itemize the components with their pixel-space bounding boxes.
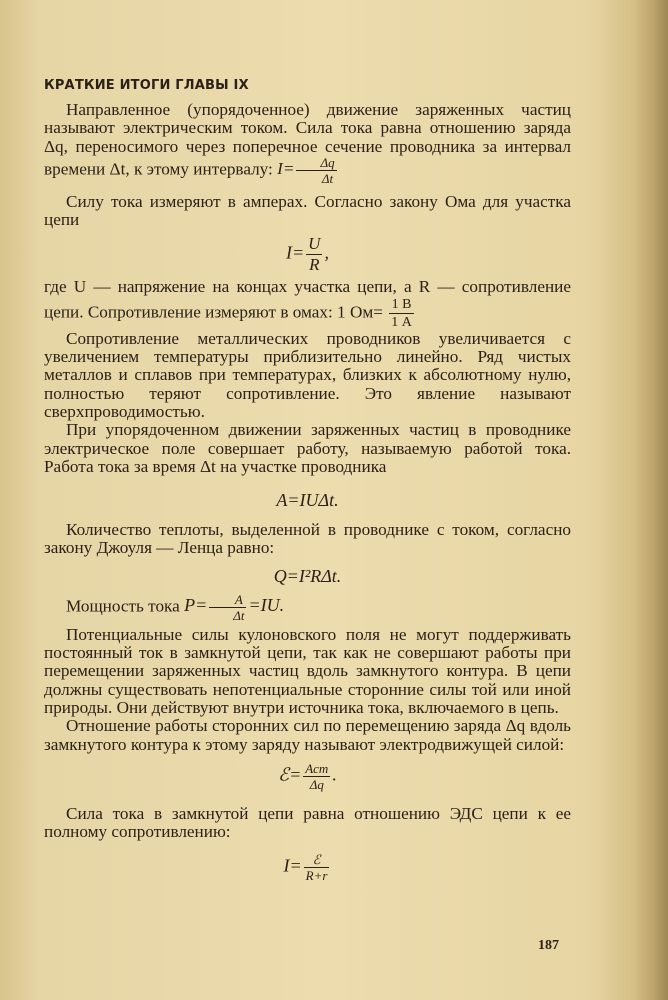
emf-formula bbox=[44, 762, 571, 791]
formula8-denominator: R+r bbox=[305, 868, 328, 884]
formula6-tail: =IU. bbox=[248, 595, 285, 616]
paragraph-external-forces: Потенциальные силы кулоновского поля не могут поддерживать постоянный ток в замкнутой цепи, так как не совершают работы при перемещении заряженных частиц вдоль замкнутого контура. В цепи должны существовать непотенциальные сторонние силы той или иной природы. Они действуют внутри источника тока, включаемого в цепь. bbox=[44, 624, 571, 717]
formula2-denominator: R bbox=[309, 255, 320, 275]
paragraph-resistance-units bbox=[44, 278, 571, 329]
ohm-law-formula bbox=[44, 235, 571, 274]
paragraph-emf-definition: Отношение работы сторонних сил по перемещению заряда Δq вдоль замкнутого контура к этому заряду называют электродвижущей силой: bbox=[44, 716, 571, 754]
para7-prefix: Мощность тока bbox=[66, 596, 185, 616]
formula7-tail: . bbox=[332, 764, 337, 785]
formula8-fraction bbox=[304, 853, 330, 882]
ohm-unit-fraction bbox=[389, 297, 414, 330]
formula6-denominator: Δt bbox=[233, 607, 245, 623]
current-formula-inline bbox=[277, 154, 338, 186]
formula2-lhs: I= bbox=[286, 243, 305, 264]
paragraph-ohm-law: Силу тока измеряют в амперах. Согласно закону Ома для участка цепи bbox=[44, 191, 571, 230]
page-number: 187 bbox=[538, 938, 559, 953]
formula3-denominator: 1 А bbox=[391, 314, 412, 330]
joule-lenz-formula: Q=I²RΔt. bbox=[273, 565, 342, 586]
closed-circuit-formula bbox=[44, 853, 571, 882]
formula7-denominator: Δq bbox=[309, 776, 324, 792]
formula1-numerator: Δq bbox=[296, 156, 336, 171]
power-formula bbox=[184, 591, 285, 623]
formula6-lhs: P= bbox=[184, 595, 208, 616]
paragraph-work-of-current: При упорядоченном движении заряженных частиц в проводнике электрическое поле совершает работу, называемую работой тока. Работа тока за время Δt на участке проводника bbox=[44, 420, 571, 476]
formula2-numerator: U bbox=[308, 234, 321, 254]
formula7-fraction bbox=[303, 762, 330, 791]
para3-text: где U — напряжение на концах участка цепи, а R — сопротивление цепи. Сопротивление измеряют в омах: 1 Ом= bbox=[44, 277, 571, 322]
formula1-lhs: I= bbox=[277, 159, 295, 179]
formula1-denominator: Δt bbox=[321, 170, 334, 186]
chapter-summary-heading: КРАТКИЕ ИТОГИ ГЛАВЫ IX bbox=[44, 78, 249, 93]
paragraph-current-definition bbox=[44, 101, 571, 185]
formula1-fraction bbox=[296, 156, 336, 185]
work-formula: A=IUΔt. bbox=[276, 490, 339, 511]
formula7-numerator: Aст bbox=[305, 760, 329, 776]
para1-text: Направленное (упорядоченное) движение заряженных частиц называют электрическим током. Сила тока равна отношению заряда Δq, переносимого через поперечное сечение проводника за интервал времени Δt, к этому интервалу: bbox=[44, 100, 571, 179]
formula3-numerator: 1 В bbox=[389, 297, 414, 314]
page-edge-shadow bbox=[634, 0, 668, 1000]
paragraph-superconductivity: Сопротивление металлических проводников увеличивается с увеличением температуры приблизительно линейно. Ряд чистых металлов и сплавов при температурах, близких к абсолютному нулю, полностью теряют сопротивление. Это явление называют сверхпроводимостью. bbox=[44, 328, 571, 421]
formula8-lhs: I= bbox=[283, 856, 302, 877]
formula2-tail: , bbox=[324, 243, 329, 264]
formula6-fraction bbox=[209, 593, 246, 622]
formula6-numerator: A bbox=[209, 593, 246, 608]
page-content bbox=[44, 78, 571, 882]
formula2-fraction bbox=[306, 235, 322, 274]
formula7-lhs: ℰ= bbox=[278, 764, 302, 785]
paragraph-power bbox=[44, 593, 571, 622]
formula8-numerator: ℰ bbox=[304, 853, 330, 868]
paragraph-closed-circuit: Сила тока в замкнутой цепи равна отношению ЭДС цепи к ее полному сопротивлению: bbox=[44, 803, 571, 842]
paragraph-joule-lenz: Количество теплоты, выделенной в проводнике с током, согласно закону Джоуля — Ленца равно: bbox=[44, 520, 571, 558]
